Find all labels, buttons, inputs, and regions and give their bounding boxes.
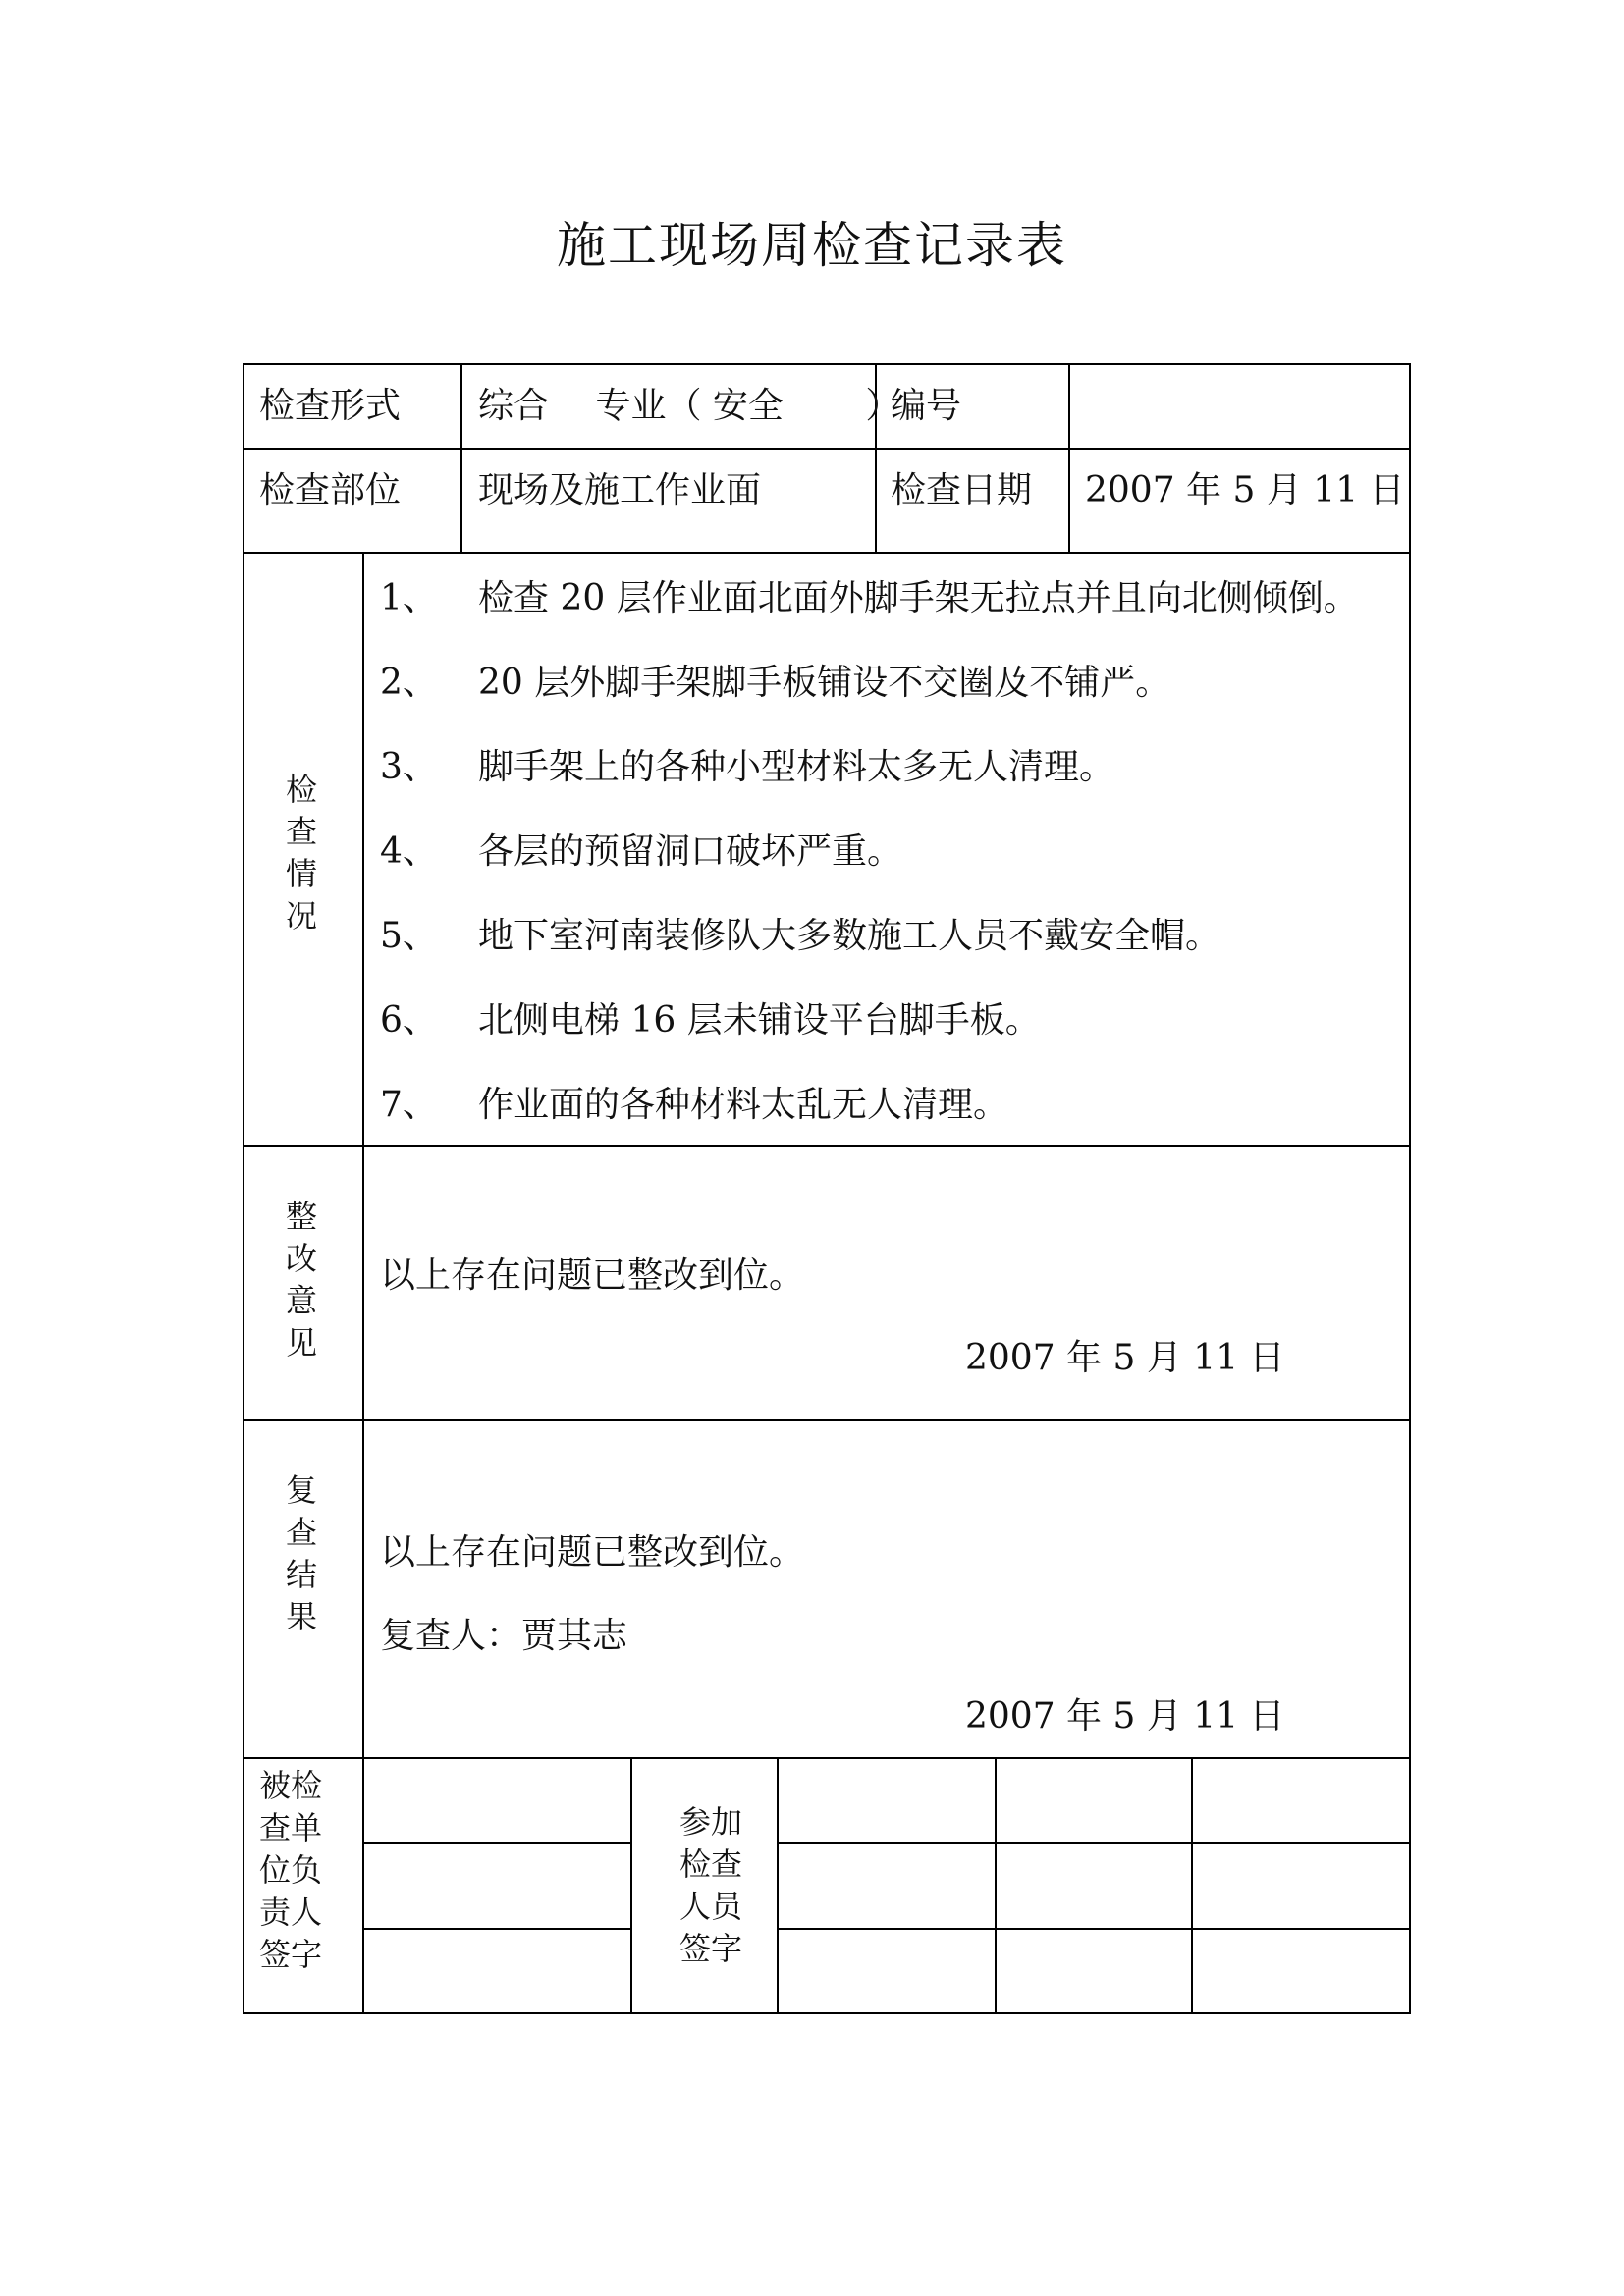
participant-signature-row[interactable] — [779, 1930, 1409, 2012]
inspection-date-value: 2007 年 5 月 11 日 — [1085, 470, 1405, 510]
list-item-number: 5、 — [380, 916, 438, 956]
col-divider — [460, 363, 462, 552]
inspected-signature-cell[interactable] — [364, 1844, 630, 1928]
inspected-signature-cell[interactable] — [364, 1930, 630, 2012]
inspection-form-table — [243, 363, 1411, 2014]
list-item-number: 4、 — [380, 831, 438, 872]
table-border-bottom — [243, 2012, 1411, 2014]
serial-number-label: 编号 — [891, 386, 962, 426]
inspection-type-value: 综合 专业（ 安全 ） — [478, 386, 901, 426]
rectification-label: 整 改 意 见 — [285, 1198, 317, 1362]
table-border-top — [243, 363, 1411, 365]
list-item: 地下室河南装修队大多数施工人员不戴安全帽。 — [478, 916, 1221, 956]
table-border-left — [243, 363, 244, 2014]
row-divider — [243, 448, 1411, 450]
row-divider — [243, 1419, 1411, 1421]
list-item: 20 层外脚手架脚手板铺设不交圈及不铺严。 — [478, 663, 1171, 703]
inspected-unit-signature-label: 被检 查单 位负 责人 签字 — [259, 1767, 323, 1973]
participant-signature-row[interactable] — [779, 1844, 1409, 1928]
rectification-text: 以上存在问题已整改到位。 — [380, 1255, 805, 1296]
list-item-number: 6、 — [380, 1000, 438, 1041]
inspected-signature-cell[interactable] — [364, 1759, 630, 1842]
col-divider — [1068, 363, 1070, 552]
rectification-date: 2007 年 5 月 11 日 — [965, 1338, 1285, 1378]
participant-signature-row[interactable] — [779, 1759, 1409, 1842]
participant-signature-label: 参加 检查 人员 签字 — [679, 1803, 743, 1967]
list-item-number: 7、 — [380, 1085, 438, 1125]
list-item-number: 1、 — [380, 578, 438, 618]
recheck-reviewer: 复查人：贾其志 — [380, 1616, 628, 1656]
list-item-number: 3、 — [380, 747, 438, 787]
inspection-location-value: 现场及施工作业面 — [478, 470, 762, 510]
row-divider — [243, 552, 1411, 554]
list-item-number: 2、 — [380, 663, 438, 703]
inspection-situation-label: 检 查 情 况 — [285, 771, 317, 934]
list-item: 检查 20 层作业面北面外脚手架无拉点并且向北侧倾倒。 — [478, 578, 1359, 618]
inspection-location-label: 检查部位 — [259, 470, 402, 510]
list-item: 北侧电梯 16 层未铺设平台脚手板。 — [478, 1000, 1041, 1041]
list-item: 作业面的各种材料太乱无人清理。 — [478, 1085, 1009, 1125]
row-divider — [243, 1145, 1411, 1147]
page-title: 施工现场周检查记录表 — [557, 217, 1067, 274]
list-item: 各层的预留洞口破坏严重。 — [478, 831, 903, 872]
recheck-text: 以上存在问题已整改到位。 — [380, 1532, 805, 1573]
recheck-date: 2007 年 5 月 11 日 — [965, 1696, 1285, 1736]
list-item: 脚手架上的各种小型材料太多无人清理。 — [478, 747, 1115, 787]
recheck-label: 复 查 结 果 — [285, 1471, 317, 1635]
inspection-date-label: 检查日期 — [891, 470, 1033, 510]
col-divider — [630, 1757, 632, 2012]
table-border-right — [1409, 363, 1411, 2014]
inspection-type-label: 检查形式 — [259, 386, 402, 426]
